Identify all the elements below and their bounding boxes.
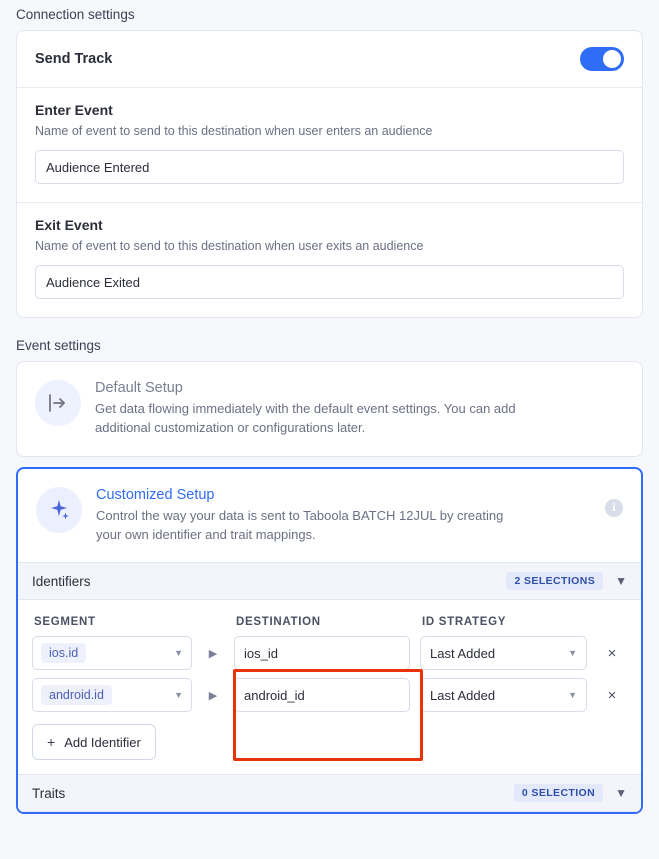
identifiers-panel-header[interactable] xyxy=(18,562,641,600)
destination-input[interactable] xyxy=(234,678,410,712)
segment-value: ios.id xyxy=(41,643,86,663)
identifier-row xyxy=(32,678,627,712)
connection-settings-label: Connection settings xyxy=(16,7,135,22)
exit-event-description: Name of event to send to this destination when user exits an audience xyxy=(35,239,424,253)
arrow-into-door-icon xyxy=(35,380,81,426)
id-strategy-value: Last Added xyxy=(430,645,496,661)
segment-value: android.id xyxy=(41,685,112,705)
exit-event-input[interactable] xyxy=(35,265,624,299)
segment-column-header: SEGMENT xyxy=(34,616,96,629)
chevron-down-icon: ▼ xyxy=(174,689,183,700)
identifiers-body xyxy=(18,600,641,774)
chevron-down-icon[interactable]: ▼ xyxy=(615,574,627,589)
enter-event-title: Enter Event xyxy=(35,102,113,118)
destination-column-header: DESTINATION xyxy=(236,616,321,629)
id-strategy-select[interactable] xyxy=(420,636,587,670)
chevron-down-icon: ▼ xyxy=(568,647,577,658)
customized-setup-card[interactable] xyxy=(16,467,643,815)
destination-input[interactable] xyxy=(234,636,410,670)
default-setup-title: Default Setup xyxy=(95,380,183,396)
identifiers-selection-badge: 2 SELECTIONS xyxy=(506,572,603,590)
send-track-title: Send Track xyxy=(35,51,113,67)
enter-event-input[interactable] xyxy=(35,150,624,184)
default-setup-description: Get data flowing immediately with the default event settings. You can add additional customization or configurations later. xyxy=(95,401,516,435)
sparkle-icon xyxy=(36,487,82,533)
id-strategy-value: Last Added xyxy=(430,687,496,703)
segment-select[interactable] xyxy=(32,636,192,670)
add-identifier-label: Add Identifier xyxy=(64,734,141,750)
event-settings-label: Event settings xyxy=(16,338,101,353)
traits-title: Traits xyxy=(32,785,66,801)
connection-settings-card xyxy=(16,30,643,318)
identifiers-title: Identifiers xyxy=(32,573,91,589)
default-setup-card[interactable] xyxy=(16,361,643,457)
exit-event-block xyxy=(17,203,642,317)
remove-identifier-button[interactable]: × xyxy=(607,644,617,662)
enter-event-block xyxy=(17,88,642,203)
maps-to-arrow-icon: ▶ xyxy=(208,647,218,660)
plus-icon: + xyxy=(47,734,56,751)
remove-identifier-button[interactable]: × xyxy=(607,686,617,704)
chevron-down-icon: ▼ xyxy=(174,647,183,658)
add-identifier-button[interactable] xyxy=(32,724,156,760)
traits-panel-header[interactable] xyxy=(18,774,641,812)
id-strategy-select[interactable] xyxy=(420,678,587,712)
send-track-row xyxy=(17,31,642,88)
maps-to-arrow-icon: ▶ xyxy=(208,689,218,702)
segment-select[interactable] xyxy=(32,678,192,712)
customized-setup-title: Customized Setup xyxy=(96,486,215,503)
chevron-down-icon[interactable]: ▼ xyxy=(615,786,627,801)
customized-setup-description: Control the way your data is sent to Taboola BATCH 12JUL by creating your own identifier and trait mappings. xyxy=(96,507,504,542)
chevron-down-icon: ▼ xyxy=(568,689,577,700)
send-track-toggle[interactable] xyxy=(580,47,624,71)
identifiers-column-headers xyxy=(32,612,627,636)
exit-event-title: Exit Event xyxy=(35,217,103,233)
toggle-knob xyxy=(603,50,621,68)
enter-event-description: Name of event to send to this destination when user enters an audience xyxy=(35,124,433,138)
info-icon[interactable]: i xyxy=(605,499,623,517)
id-strategy-column-header: ID STRATEGY xyxy=(422,616,507,629)
traits-selection-badge: 0 SELECTION xyxy=(514,784,603,802)
identifier-row xyxy=(32,636,627,670)
